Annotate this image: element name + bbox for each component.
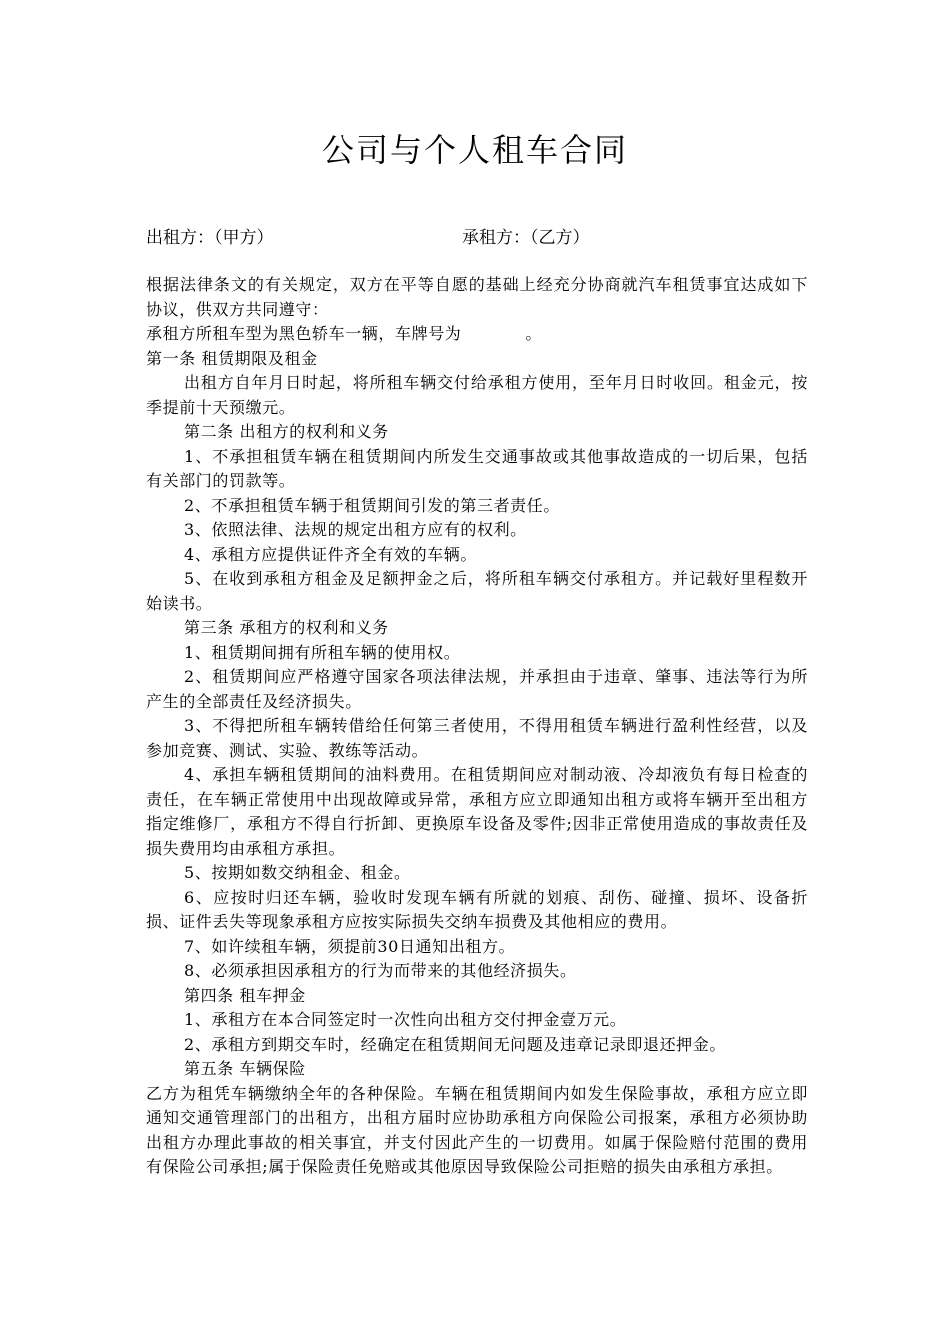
preamble: 根据法律条文的有关规定，双方在平等自愿的基础上经充分协商就汽车租赁事宜达成如下协议，供双方共同遵守： (146, 275, 808, 319)
contract-body (146, 273, 808, 1180)
article-3-item: 3、不得把所租车辆转借给任何第三者使用，不得用租赁车辆进行盈利性经营，以及参加竞赛、测试、实验、教练等活动。 (146, 716, 808, 760)
article-3-item: 4、承担车辆租赁期间的油料费用。在租赁期间应对制动液、冷却液负有每日检查的责任，在车辆正常使用中出现故障或异常，承租方应立即通知出租方或将车辆开至出租方指定维修厂，承租方不得自行折卸、更换原车设备及零件;因非正常使用造成的事故责任及损失费用均由承租方承担。 (146, 765, 808, 858)
article-3-item: 6、应按时归还车辆，验收时发现车辆有所就的划痕、刮伤、碰撞、损坏、设备折损、证件丢失等现象承租方应按实际损失交纳车损费及其他相应的费用。 (146, 887, 808, 931)
article-3-heading: 第三条 承租方的权利和义务 (184, 618, 389, 637)
article-5-paragraph: 乙方为租凭车辆缴纳全年的各种保险。车辆在租赁期间内如发生保险事故，承租方应立即通知交通管理部门的出租方，出租方届时应协助承租方向保险公司报案，承租方必须协助出租方办理此事故的相关事宜，并支付因此产生的一切费用。如属于保险赔付范围的费用有保险公司承担;属于保险责任免赔或其他原因导致保险公司拒赔的损失由承租方承担。 (146, 1083, 808, 1176)
lessee-label: 承租方：（乙方） (462, 228, 590, 248)
article-2-heading: 第二条 出租方的权利和义务 (184, 422, 389, 441)
article-1-paragraph: 出租方自年月日时起，将所租车辆交付给承租方使用，至年月日时收回。租金元，按季提前十天预缴元。 (146, 373, 808, 417)
vehicle-end: 。 (525, 324, 543, 343)
article-4-item: 1、承租方在本合同签定时一次性向出租方交付押金壹万元。 (184, 1010, 627, 1029)
vehicle-line (146, 322, 808, 347)
article-2-item: 2、不承担租赁车辆于租赁期间引发的第三者责任。 (184, 495, 560, 515)
article-2-item: 3、依照法律、法规的规定出租方应有的权利。 (184, 520, 527, 539)
article-3-item: 8、必须承担因承租方的行为而带来的其他经济损失。 (184, 961, 577, 980)
parties-line (146, 226, 826, 250)
article-3-item: 2、租赁期间应严格遵守国家各项法律法规，并承担由于违章、肇事、违法等行为所产生的全部责任及经济损失。 (146, 667, 808, 711)
article-4-item: 2、承租方到期交车时，经确定在租赁期间无问题及违章记录即退还押金。 (184, 1034, 726, 1054)
vehicle-text: 承租方所租车型为黑色轿车一辆，车牌号为 (146, 324, 462, 343)
article-1-heading: 第一条 租赁期限及租金 (146, 348, 318, 368)
article-5-heading: 第五条 车辆保险 (184, 1059, 306, 1078)
page-title: 公司与个人租车合同 (321, 131, 628, 169)
lessor-label: 出租方：（甲方） (146, 228, 274, 248)
article-3-item: 7、如许续租车辆，须提前30日通知出租方。 (184, 936, 516, 956)
article-4-heading: 第四条 租车押金 (184, 985, 306, 1005)
article-2-item: 4、承租方应提供证件齐全有效的车辆。 (184, 544, 477, 564)
article-2-item: 1、不承担租赁车辆在租赁期间内所发生交通事故或其他事故造成的一切后果，包括有关部门的罚款等。 (146, 446, 808, 490)
article-2-item: 5、在收到承租方租金及足额押金之后，将所租车辆交付承租方。并记载好里程数开始读书。 (146, 569, 808, 613)
article-3-item: 5、按期如数交纳租金、租金。 (184, 863, 411, 882)
article-3-item: 1、租赁期间拥有所租车辆的使用权。 (184, 642, 461, 662)
